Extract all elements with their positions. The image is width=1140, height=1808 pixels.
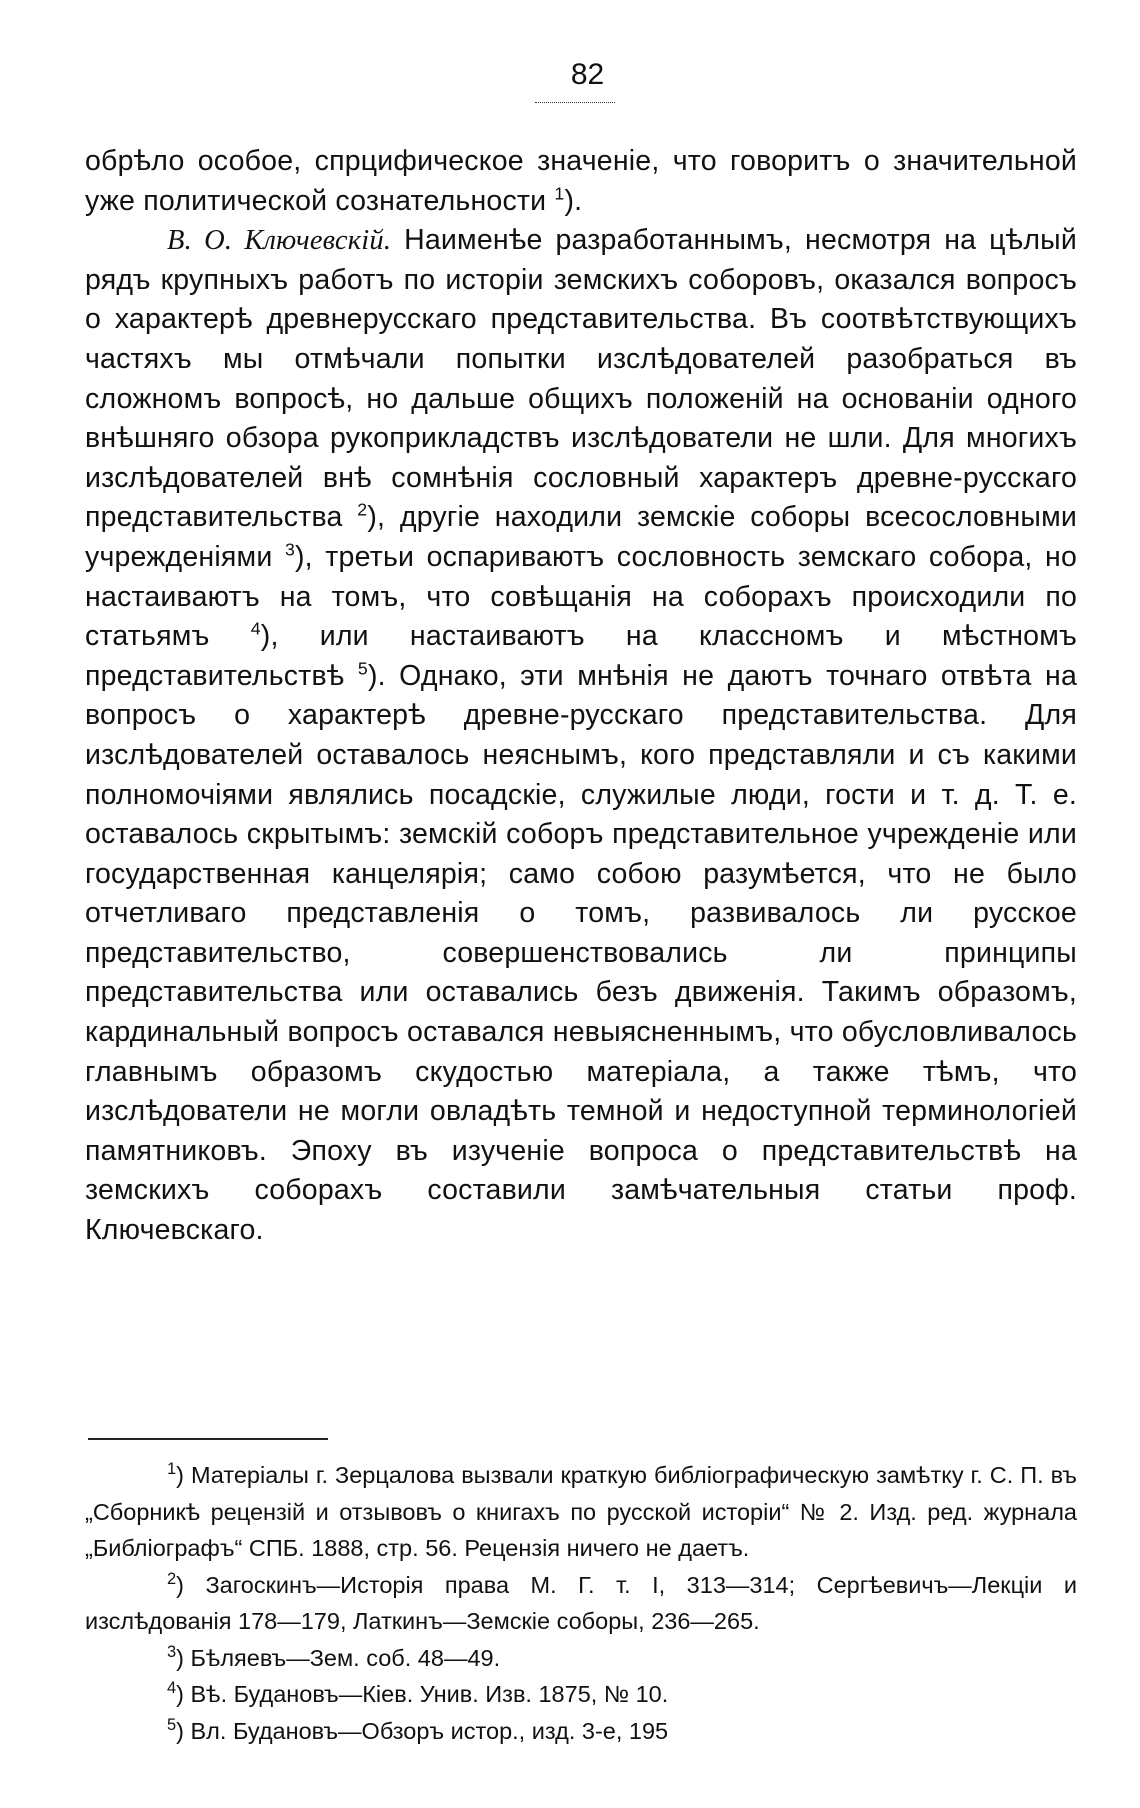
paragraph-2-text-a: Наименѣе разработаннымъ, несмотря на цѣлый рядъ крупныхъ работъ по исторiи земскихъ соборовъ, оказался вопросъ о характерѣ древнерусскаго представительства. Въ соотвѣтствующихъ частяхъ мы отмѣчали попытки изслѣдователей разобраться въ сложномъ вопросѣ, но дальше общихъ положенiй на основанiи одного внѣшняго обзора рукоприкладствъ изслѣдователи не шли. Для многихъ изслѣдователей внѣ сомнѣнiя сословный характеръ древне-русскаго представительства (85, 224, 1077, 534)
author-name: В. О. Ключевскiй. (167, 225, 392, 257)
footnote (85, 1567, 1077, 1640)
paragraph-2-text-c: ), третьи оспариваютъ сословность земскаго собора, но настаиваютъ на томъ, что совѣщанiя на соборахъ происходили по статьямъ (85, 540, 1077, 653)
footnote-mark: 4 (167, 1679, 177, 1698)
paragraph-2-text-b: ), другiе находили земскiе соборы всесословными учрежденiями (85, 501, 1077, 573)
paragraph-1 (85, 142, 1077, 221)
footnote-ref-1: 1 (554, 183, 565, 204)
footnote-text: ) Вѣ. Будановъ—Кiев. Унив. Изв. 1875, № 10. (176, 1681, 669, 1707)
footnote-ref-5: 5 (357, 658, 368, 679)
footnote-mark: 1 (167, 1460, 177, 1479)
footnote-text: ) Матерiалы г. Зерцалова вызвали краткую библiографическую замѣтку г. С. П. въ „Сборникѣ рецензiй и отзывовъ о книгахъ по русской исторiи“ № 2. Изд. ред. журнала „Библiографъ“ СПБ. 1888, стр. 56. Рецензiя ничего не даетъ. (85, 1462, 1077, 1561)
paragraph-1-end: ). (564, 184, 583, 217)
footnote-mark: 2 (167, 1569, 177, 1588)
footnote-text: ) Бѣляевъ—Зем. соб. 48—49. (176, 1644, 501, 1671)
main-text (85, 142, 1077, 1251)
page-number-underline (535, 102, 615, 103)
footnote (85, 1676, 1077, 1713)
footnote (85, 1713, 1077, 1750)
footnote-ref-4: 4 (250, 618, 261, 639)
footnote-text: ) Вл. Будановъ—Обзоръ истор., изд. 3-е, 195 (176, 1717, 669, 1744)
page-number: 82 (570, 58, 605, 91)
footnote (85, 1640, 1077, 1677)
footnotes (85, 1457, 1077, 1749)
footnote-ref-2: 2 (357, 499, 368, 520)
paragraph-2-text-e: ). Однако, эти мнѣнiя не даютъ точнаго отвѣта на вопросъ о характерѣ древне-русскаго представительства. Для изслѣдователей оставалось неяснымъ, кого представляли и съ какими полномочiями являлись посадскiе, служилые люди, гости и т. д. Т. е. оставалось скрытымъ: земскiй соборъ представительное учрежденiе или государственная канцелярiя; само собою разумѣется, что не было отчетливаго представленiя о томъ, развивалось ли русское представительство, совершенствовались ли принципы представительства или оставались безъ движенiя. Такимъ образомъ, кардинальный вопросъ оставался невыясненнымъ, что обусловливалось главнымъ образомъ скудостью матерiала, а также тѣмъ, что изслѣдователи не могли овладѣть темной и недоступной терминологiей памятниковъ. Эпоху въ изученiе вопроса о представительствѣ на земскихъ соборахъ составили замѣчательныя статьи проф. Ключевскаго. (85, 659, 1077, 1247)
paragraph-2 (85, 221, 1077, 1250)
footnote-ref-3: 3 (284, 539, 295, 560)
footnote-separator (88, 1438, 328, 1440)
footnote-text: ) Загоскинъ—Исторiя права М. Г. т. I, 313—314; Сергѣевичъ—Лекцiи и изслѣдованiя 178—179, Латкинъ—Земскiе соборы, 236—265. (85, 1571, 1077, 1634)
footnote-mark: 5 (167, 1715, 177, 1734)
footnote (85, 1457, 1077, 1567)
paragraph-1-text: обрѣло особое, спрцифическое значенiе, что говоритъ о значительной уже политической сознательности (85, 145, 1077, 217)
footnote-mark: 3 (167, 1642, 177, 1661)
paragraph-2-text-d: ), или настаиваютъ на классномъ и мѣстномъ представительствѣ (85, 620, 1077, 692)
